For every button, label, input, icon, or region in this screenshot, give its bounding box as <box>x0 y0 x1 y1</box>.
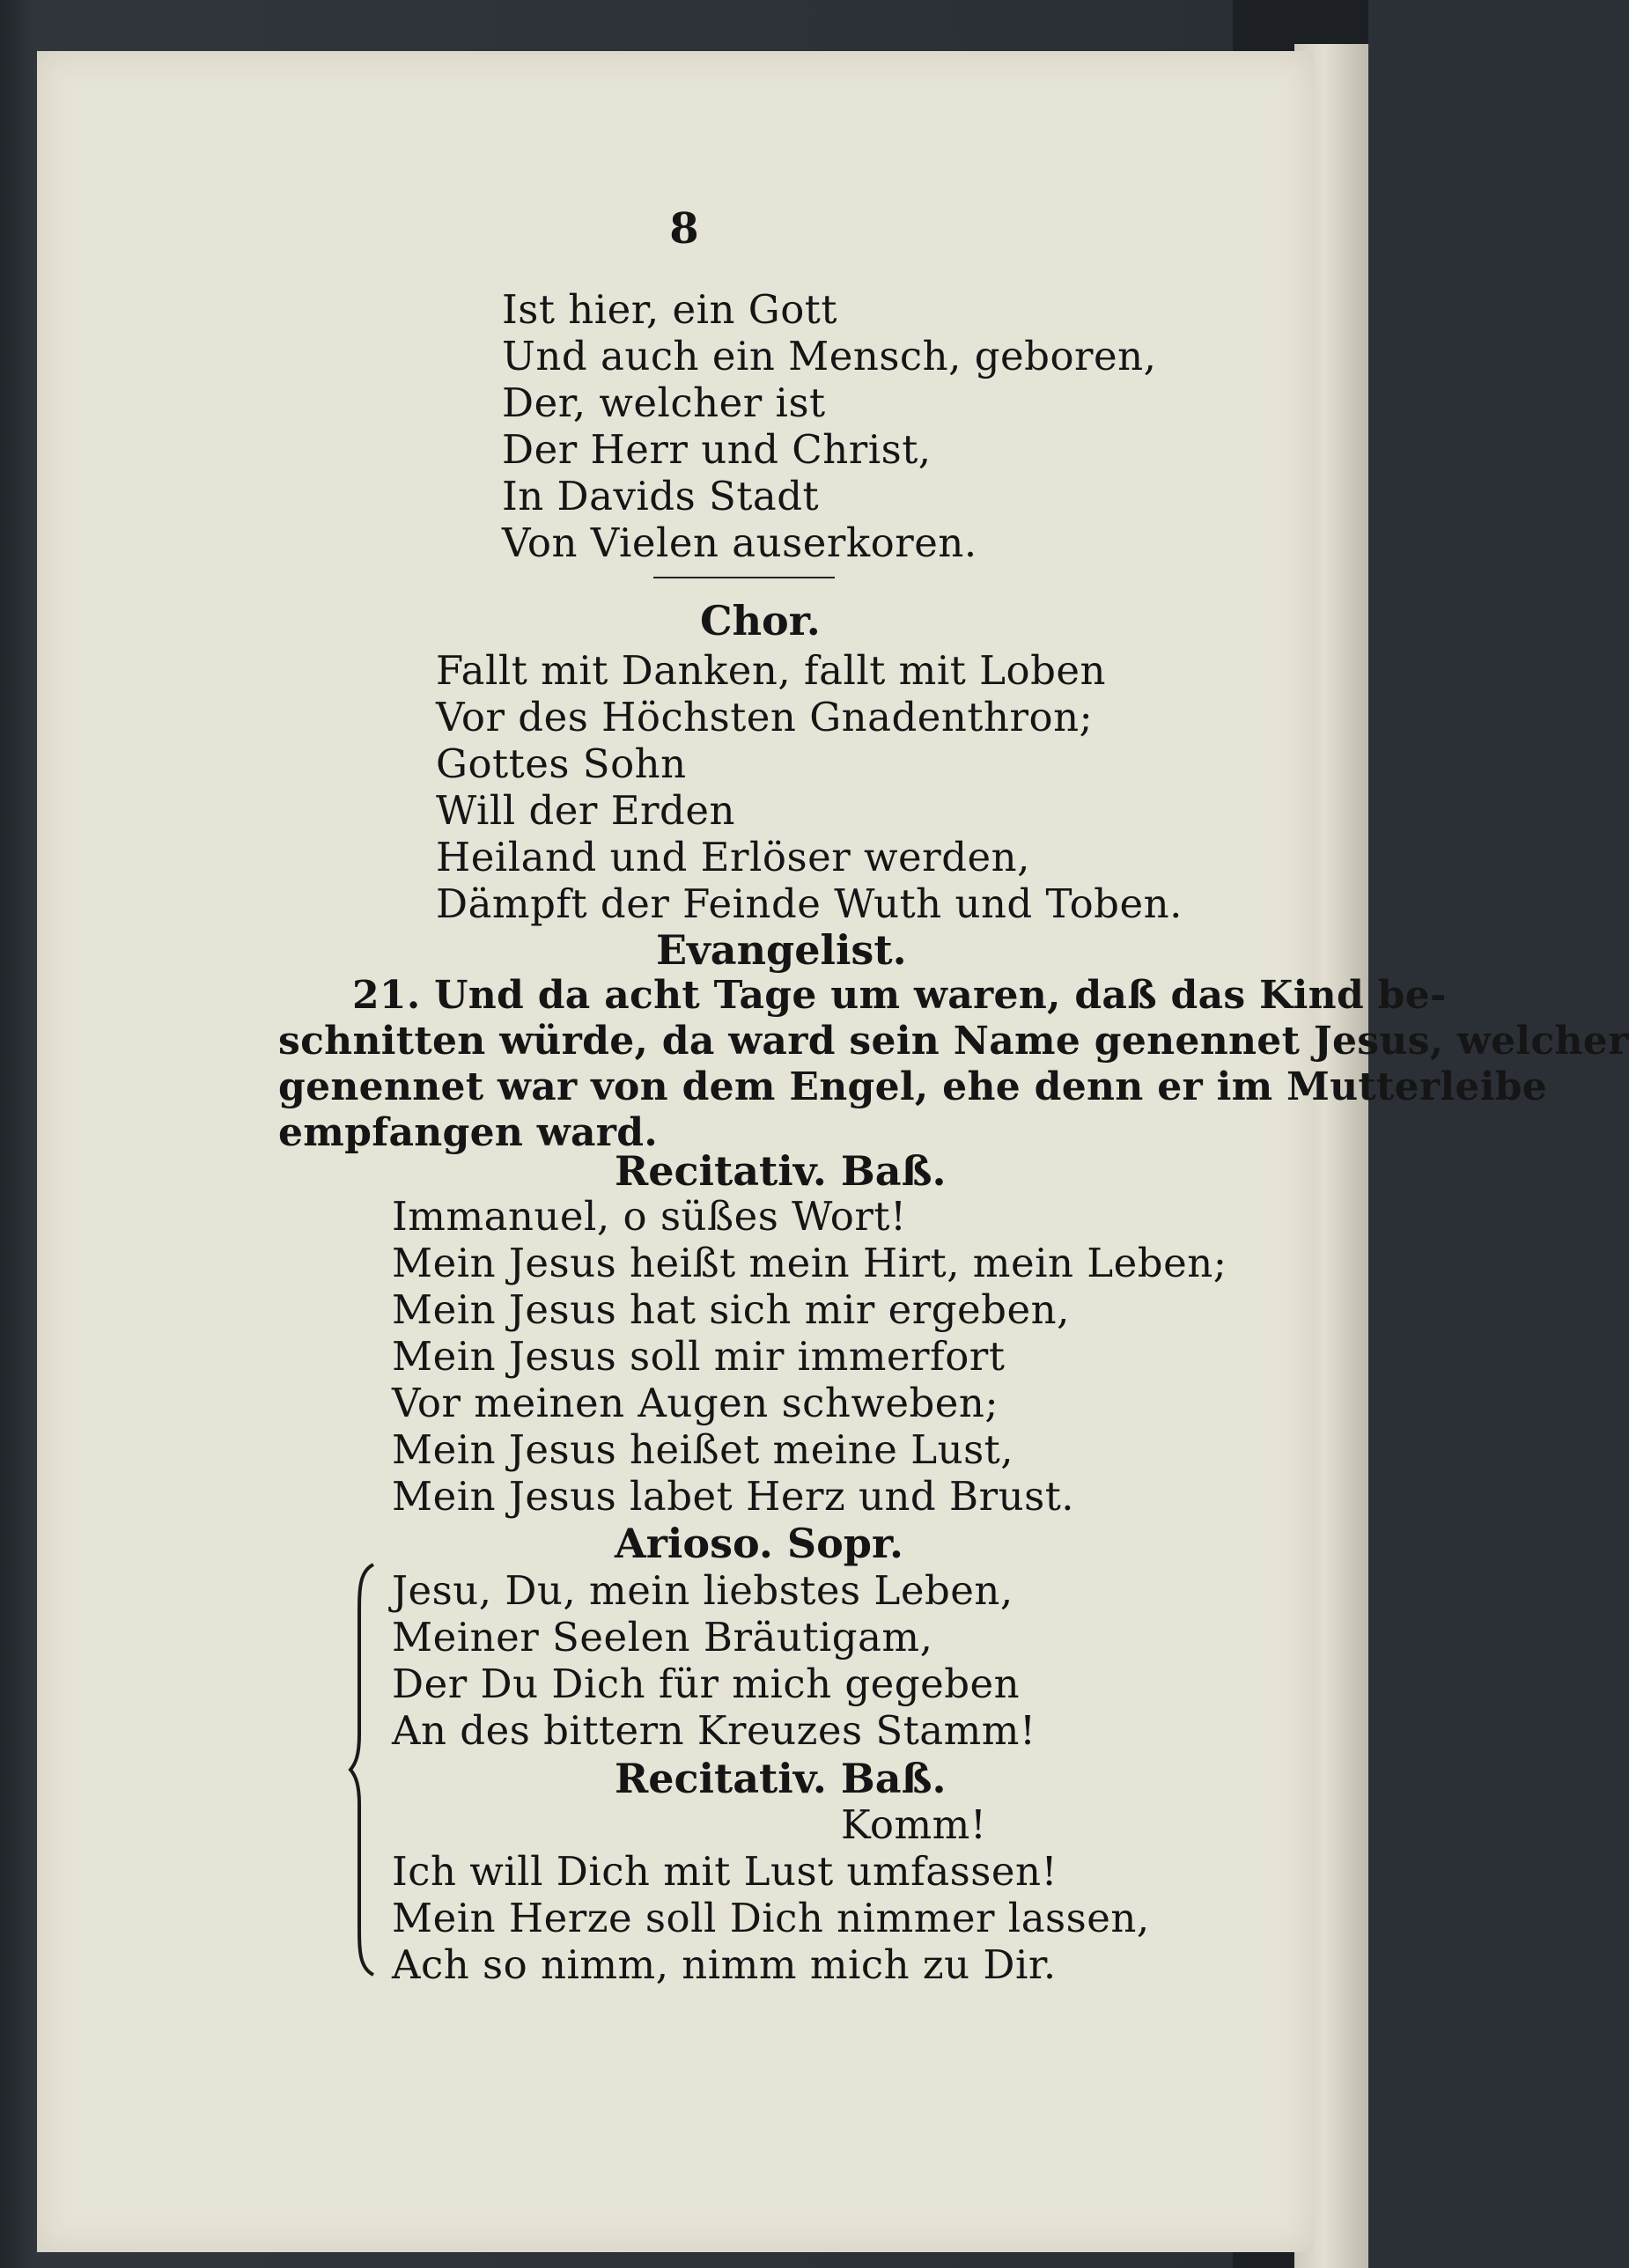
chor-line: Vor des Höchsten Gnadenthron; <box>436 694 1094 740</box>
chor-line: Will der Erden <box>436 787 735 834</box>
evangelist-heading: Evangelist. <box>656 926 907 974</box>
evangelist-line: 21. Und da acht Tage um waren, daß das Kind be- <box>352 973 1447 1018</box>
recitativ-line: Mein Herze soll Dich nimmer lassen, <box>392 1895 1150 1941</box>
recitativ-line: Mein Jesus heißet meine Lust, <box>392 1426 1014 1473</box>
recitativ-line: Mein Jesus hat sich mir ergeben, <box>392 1286 1070 1333</box>
recitativ-heading: Recitativ. Baß. <box>615 1147 947 1195</box>
chor-line: Dämpft der Feinde Wuth und Toben. <box>436 880 1183 927</box>
chor-line: Heiland und Erlöser werden, <box>436 834 1030 880</box>
chor-line: Fallt mit Danken, fallt mit Loben <box>436 647 1106 694</box>
arioso-line: Der Du Dich für mich gegeben <box>392 1660 1021 1707</box>
recitativ-line: Mein Jesus labet Herz und Brust. <box>392 1473 1075 1520</box>
stanza-line: Der Herr und Christ, <box>502 426 932 473</box>
recitativ-line: Mein Jesus heißt mein Hirt, mein Leben; <box>392 1240 1227 1286</box>
evangelist-line: empfangen ward. <box>278 1110 658 1155</box>
recitativ-line: Mein Jesus soll mir immerfort <box>392 1333 1006 1380</box>
evangelist-line: schnitten würde, da ward sein Name genennet Jesus, welcher <box>278 1019 1629 1064</box>
recitativ-line: Ich will Dich mit Lust umfassen! <box>392 1848 1058 1895</box>
stanza-line: Der, welcher ist <box>502 379 826 426</box>
recitativ-line: Komm! <box>841 1801 987 1848</box>
arioso-line: Jesu, Du, mein liebstes Leben, <box>392 1567 1014 1614</box>
bracket-brace-icon <box>349 1563 384 1977</box>
stanza-line: In Davids Stadt <box>502 473 820 519</box>
evangelist-line: genennet war von dem Engel, ehe denn er im Mutterleibe <box>278 1064 1548 1109</box>
stanza-line: Ist hier, ein Gott <box>502 286 837 333</box>
chor-line: Gottes Sohn <box>436 740 687 787</box>
recitativ-line: Ach so nimm, nimm mich zu Dir. <box>392 1941 1057 1988</box>
arioso-heading: Arioso. Sopr. <box>615 1520 903 1567</box>
stanza-line: Von Vielen auserkoren. <box>502 519 977 566</box>
chor-heading: Chor. <box>700 597 821 644</box>
section-divider <box>653 577 835 578</box>
recitativ-line: Vor meinen Augen schweben; <box>392 1380 999 1426</box>
recitativ-heading: Recitativ. Baß. <box>615 1755 947 1802</box>
arioso-line: An des bittern Kreuzes Stamm! <box>392 1707 1036 1754</box>
page-number: 8 <box>669 204 699 254</box>
arioso-line: Meiner Seelen Bräutigam, <box>392 1614 933 1660</box>
recitativ-line: Immanuel, o süßes Wort! <box>392 1193 907 1240</box>
stanza-line: Und auch ein Mensch, geboren, <box>502 333 1157 379</box>
